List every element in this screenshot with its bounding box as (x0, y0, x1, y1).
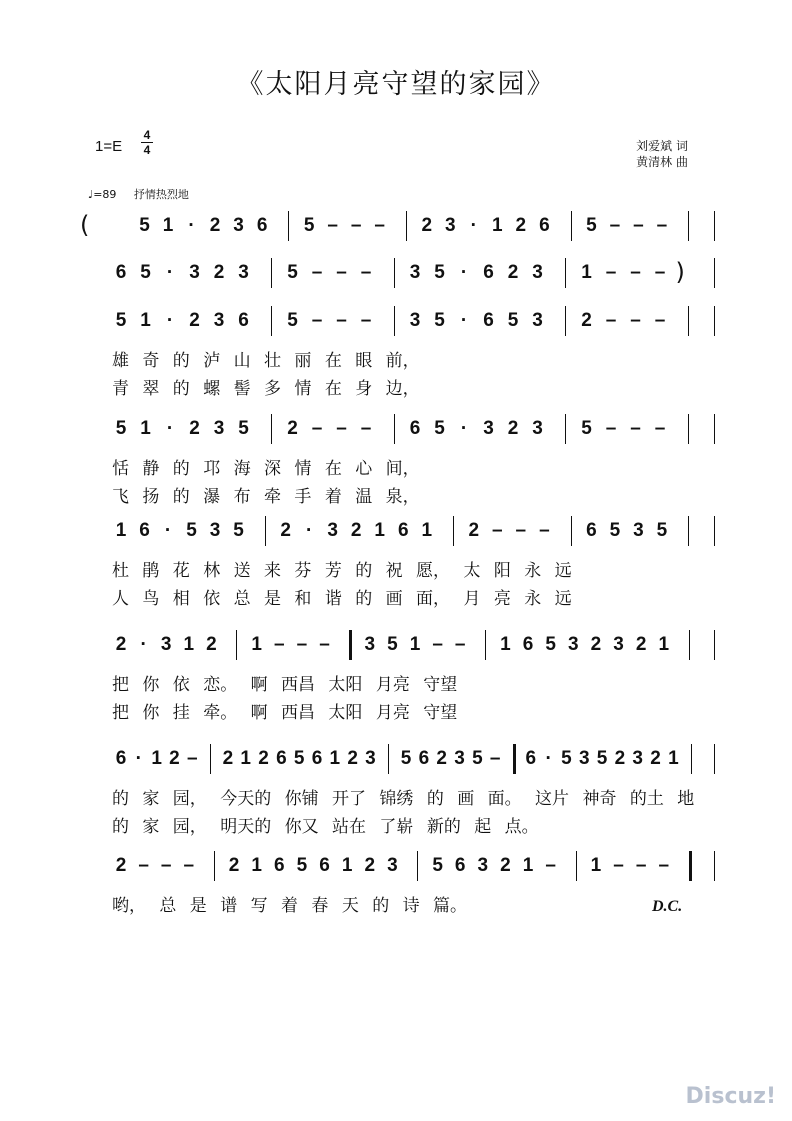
hold-dash: – (360, 262, 372, 283)
hold-dash: – (630, 262, 641, 283)
time-signature (141, 129, 153, 156)
lyric-line: 把 你 依 恋。 啊 西昌 太阳 月亮 守望 (112, 675, 458, 695)
note: 3 (189, 262, 200, 283)
note: 3 (532, 418, 543, 439)
open-paren: ( (80, 211, 90, 239)
hold-dash: – (138, 855, 149, 876)
hold-dash: – (605, 262, 617, 283)
barline (714, 851, 715, 881)
note: 1 (581, 262, 592, 283)
barline (688, 516, 689, 546)
barline (688, 211, 689, 241)
note: 5 (139, 215, 150, 236)
note: 3 (454, 748, 465, 769)
note: 5 (303, 215, 315, 236)
note: 5 (472, 748, 483, 769)
lyric-line: 青 翠 的 螺 髻 多 情 在 身 边， (112, 379, 420, 399)
barline (688, 306, 689, 336)
note: 1 (140, 418, 151, 439)
hold-dash: – (515, 520, 527, 541)
key-signature: 1=E (95, 138, 123, 155)
hold-dash: – (183, 855, 195, 876)
dotted-note: · (164, 520, 172, 541)
note: 2 (364, 855, 376, 876)
score-line (0, 418, 792, 507)
time-signature-bottom: 4 (143, 143, 151, 157)
note: 2 (421, 215, 433, 236)
note: 5 (387, 634, 398, 655)
note: 5 (115, 310, 127, 331)
note: 5 (400, 748, 412, 769)
hold-dash: – (336, 262, 347, 283)
barline (571, 516, 572, 546)
hold-dash: – (336, 418, 347, 439)
note: 5 (586, 215, 597, 236)
note: 3 (409, 310, 421, 331)
note: 6 (274, 855, 285, 876)
barline (265, 516, 266, 546)
note: 3 (213, 418, 225, 439)
barline (236, 630, 237, 660)
note: 2 (115, 855, 127, 876)
note: 3 (532, 310, 543, 331)
note: 1 (251, 634, 262, 655)
note: 6 (525, 748, 537, 769)
note: 5 (140, 262, 151, 283)
note: 3 (568, 634, 579, 655)
score-line (0, 310, 792, 399)
barline (714, 414, 715, 444)
hold-dash: – (539, 520, 550, 541)
note: 1 (658, 634, 670, 655)
note: 3 (233, 215, 244, 236)
note: 2 (650, 748, 661, 769)
hold-dash: – (311, 262, 323, 283)
note: 2 (169, 748, 180, 769)
note: 1 (374, 520, 385, 541)
note: 2 (468, 520, 480, 541)
note: 6 (454, 855, 466, 876)
note: 6 (418, 748, 430, 769)
score-line (0, 748, 792, 837)
lyric-line: 杜 鹃 花 林 送 来 芬 芳 的 祝 愿， 太 阳 永 远 (112, 561, 572, 581)
note: 3 (444, 215, 456, 236)
note: 3 (483, 418, 494, 439)
lyric-line: 人 鸟 相 依 总 是 和 谐 的 画 面， 月 亮 永 远 (112, 589, 572, 609)
note: 5 (287, 262, 298, 283)
dotted-note: · (166, 310, 174, 331)
note: 5 (233, 520, 244, 541)
lyricist-credit: 刘爱斌 词 (636, 139, 688, 153)
note: 1 (162, 215, 174, 236)
hold-dash: – (609, 215, 621, 236)
note: 1 (183, 634, 195, 655)
note: 2 (614, 748, 626, 769)
barline (388, 744, 389, 774)
note: 2 (228, 855, 240, 876)
note: 1 (341, 855, 353, 876)
note: 2 (213, 262, 225, 283)
note: 1 (409, 634, 421, 655)
barline (394, 258, 395, 288)
dotted-note: · (470, 215, 477, 236)
barline (565, 258, 566, 288)
hold-dash: – (545, 855, 556, 876)
note: 1 (590, 855, 602, 876)
barline (691, 744, 692, 774)
note: 6 (586, 520, 597, 541)
note: 2 (581, 310, 592, 331)
note: 5 (432, 855, 443, 876)
note: 3 (578, 748, 590, 769)
dotted-note: · (166, 262, 174, 283)
note: 2 (280, 520, 291, 541)
hold-dash: – (656, 215, 668, 236)
page-title: 《太阳月亮守望的家园》 (236, 69, 556, 100)
lyric-line: 把 你 挂 牵。 啊 西昌 太阳 月亮 守望 (112, 703, 458, 723)
note: 5 (434, 418, 445, 439)
barline (394, 306, 395, 336)
lyric-line: 的 家 园， 今天的 你铺 开了 锦绣 的 画 面。 这片 神奇 的土 地 (112, 789, 695, 809)
note: 6 (256, 215, 268, 236)
note: 2 (350, 520, 362, 541)
hold-dash: – (360, 310, 372, 331)
dotted-note: · (140, 634, 147, 655)
watermark: Discuz! (685, 1084, 776, 1109)
note: 2 (209, 215, 221, 236)
note: 6 (276, 748, 287, 769)
lyric-line: 的 家 园， 明天的 你又 站在 了崭 新的 起 点。 (112, 817, 539, 837)
barline (271, 414, 272, 444)
hold-dash: – (654, 310, 666, 331)
barline (406, 211, 407, 241)
note: 6 (522, 634, 534, 655)
score-line (0, 258, 792, 302)
barline (714, 211, 715, 241)
barline (271, 306, 272, 336)
note: 1 (251, 855, 262, 876)
barline (485, 630, 486, 660)
dotted-note: · (188, 215, 195, 236)
note: 5 (186, 520, 197, 541)
lyric-line: 哟， 总 是 谱 写 着 春 天 的 诗 篇。 (112, 896, 468, 916)
hold-dash: – (605, 418, 617, 439)
note: 6 (139, 520, 150, 541)
note: 2 (507, 418, 519, 439)
note: 2 (515, 215, 527, 236)
note: 3 (613, 634, 624, 655)
note: 5 (115, 418, 127, 439)
hold-dash: – (492, 520, 503, 541)
note: 5 (609, 520, 621, 541)
barline (714, 516, 715, 546)
barline (571, 211, 572, 241)
hold-dash: – (327, 215, 338, 236)
hold-dash: – (274, 634, 285, 655)
hold-dash: – (633, 215, 644, 236)
note: 6 (238, 310, 249, 331)
lyric-line: 恬 静 的 邛 海 深 情 在 心 间， (112, 459, 420, 479)
repeat-barline (513, 744, 516, 774)
note: 1 (500, 634, 511, 655)
lyric-line: 雄 奇 的 泸 山 壮 丽 在 眼 前， (112, 351, 420, 371)
repeat-barline (689, 851, 692, 881)
barline (394, 414, 395, 444)
note: 1 (329, 748, 341, 769)
note: 2 (189, 418, 200, 439)
dotted-note: · (460, 310, 468, 331)
barline (271, 258, 272, 288)
lyric-line: 飞 扬 的 瀑 布 牵 手 着 温 泉， (112, 487, 420, 507)
note: 3 (238, 262, 249, 283)
note: 6 (409, 418, 421, 439)
barline (417, 851, 418, 881)
dc-marking: D.C. (652, 898, 683, 915)
note: 2 (189, 310, 200, 331)
barline (714, 258, 715, 288)
dotted-note: · (460, 262, 468, 283)
tempo-marking (88, 186, 189, 202)
note: 3 (409, 262, 421, 283)
note: 5 (287, 310, 298, 331)
note: 3 (365, 748, 376, 769)
note: 5 (581, 418, 592, 439)
note: 1 (140, 310, 151, 331)
barline (565, 414, 566, 444)
dotted-note: · (135, 748, 142, 769)
note: 2 (436, 748, 447, 769)
hold-dash: – (654, 418, 666, 439)
note: 5 (656, 520, 668, 541)
note: 3 (213, 310, 225, 331)
note: 1 (522, 855, 534, 876)
note: 3 (532, 262, 543, 283)
tempo-expression: 抒情热烈地 (133, 188, 189, 201)
note: 3 (364, 634, 376, 655)
hold-dash: – (605, 310, 617, 331)
tempo-bpm: ♩=89 (88, 188, 117, 201)
repeat-barline (349, 630, 352, 660)
note: 2 (500, 855, 511, 876)
note: 1 (668, 748, 679, 769)
note: 1 (240, 748, 251, 769)
hold-dash: – (360, 418, 372, 439)
hold-dash: – (374, 215, 385, 236)
note: 3 (477, 855, 489, 876)
note: 2 (635, 634, 647, 655)
barline (714, 744, 715, 774)
barline (288, 211, 289, 241)
note: 2 (287, 418, 298, 439)
note: 2 (206, 634, 217, 655)
note: 1 (115, 520, 127, 541)
hold-dash: – (654, 262, 666, 283)
note: 2 (590, 634, 602, 655)
note: 3 (633, 520, 644, 541)
note: 5 (561, 748, 572, 769)
note: 6 (115, 748, 127, 769)
hold-dash: – (311, 418, 323, 439)
hold-dash: – (311, 310, 323, 331)
barline (689, 630, 690, 660)
note: 3 (327, 520, 338, 541)
note: 2 (347, 748, 358, 769)
barline (214, 851, 215, 881)
hold-dash: – (336, 310, 347, 331)
barline (210, 744, 211, 774)
note: 3 (160, 634, 172, 655)
hold-dash: – (454, 634, 466, 655)
note: 6 (319, 855, 330, 876)
note: 2 (507, 262, 519, 283)
dotted-note: · (545, 748, 552, 769)
note: 2 (258, 748, 269, 769)
note: 6 (483, 262, 494, 283)
close-paren: ) (675, 258, 685, 286)
note: 6 (397, 520, 409, 541)
note: 5 (434, 310, 445, 331)
hold-dash: – (635, 855, 647, 876)
barline (714, 306, 715, 336)
note: 5 (434, 262, 445, 283)
hold-dash: – (432, 634, 443, 655)
hold-dash: – (186, 748, 198, 769)
note: 1 (151, 748, 162, 769)
score-line (0, 211, 792, 255)
note: 5 (545, 634, 556, 655)
time-signature-top: 4 (143, 128, 151, 142)
hold-dash: – (350, 215, 362, 236)
note: 6 (115, 262, 127, 283)
note: 6 (311, 748, 323, 769)
note: 1 (492, 215, 503, 236)
dotted-note: · (166, 418, 174, 439)
score-line (0, 520, 792, 609)
barline (576, 851, 577, 881)
note: 2 (222, 748, 234, 769)
note: 5 (507, 310, 519, 331)
dotted-note: · (305, 520, 313, 541)
hold-dash: – (630, 418, 641, 439)
note: 6 (539, 215, 550, 236)
note: 3 (632, 748, 643, 769)
barline (714, 630, 715, 660)
hold-dash: – (296, 634, 308, 655)
note: 5 (296, 855, 308, 876)
note: 1 (421, 520, 433, 541)
hold-dash: – (658, 855, 670, 876)
note: 6 (483, 310, 494, 331)
note: 3 (209, 520, 221, 541)
hold-dash: – (319, 634, 330, 655)
barline (688, 414, 689, 444)
note: 2 (115, 634, 127, 655)
note: 5 (596, 748, 608, 769)
score-line (0, 634, 792, 723)
hold-dash: – (160, 855, 172, 876)
barline (565, 306, 566, 336)
note: 3 (387, 855, 398, 876)
hold-dash: – (630, 310, 641, 331)
note: 5 (238, 418, 249, 439)
hold-dash: – (489, 748, 501, 769)
hold-dash: – (613, 855, 624, 876)
barline (453, 516, 454, 546)
note: 5 (293, 748, 305, 769)
dotted-note: · (460, 418, 468, 439)
composer-credit: 黄清林 曲 (636, 155, 688, 169)
